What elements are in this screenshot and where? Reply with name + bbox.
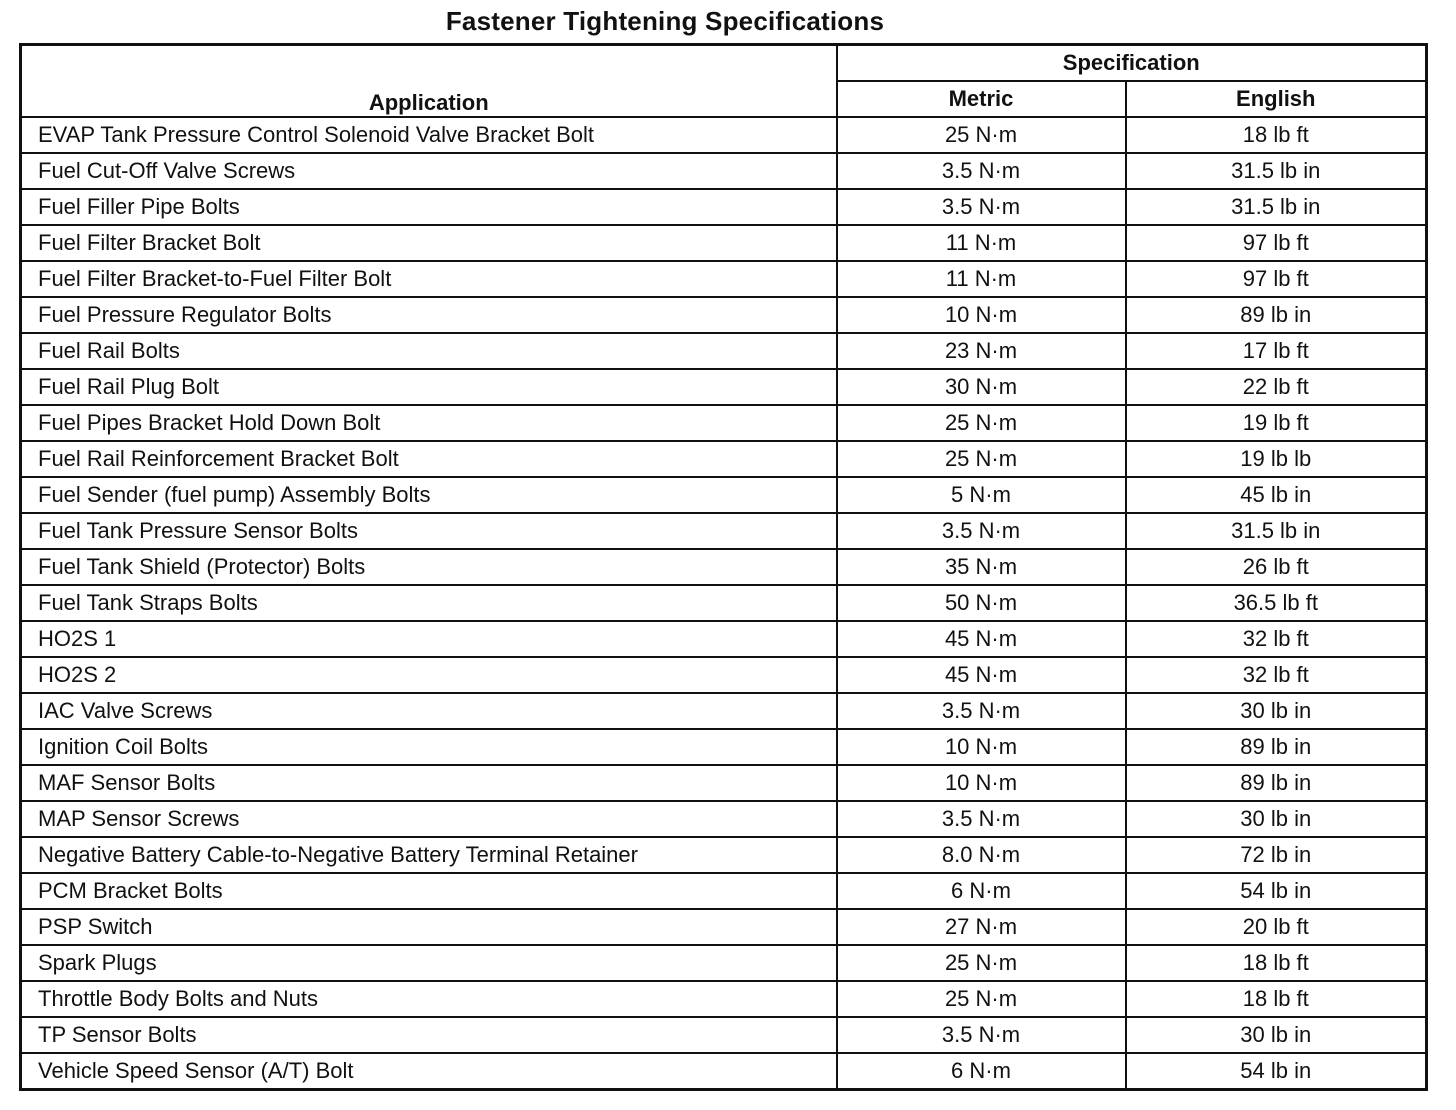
header-row-top [21, 45, 1427, 82]
document-title: Fastener Tightening Specifications [445, 6, 885, 36]
table-row [21, 657, 1427, 693]
english-cell: 97 lb ft [1126, 261, 1427, 297]
metric-cell: 10 N·m [837, 729, 1126, 765]
application-cell: Fuel Tank Shield (Protector) Bolts [21, 549, 837, 585]
metric-cell: 11 N·m [837, 225, 1126, 261]
english-cell: 30 lb in [1126, 1017, 1427, 1053]
application-cell: MAF Sensor Bolts [21, 765, 837, 801]
metric-cell: 6 N·m [837, 873, 1126, 909]
application-cell: Fuel Pressure Regulator Bolts [21, 297, 837, 333]
english-cell: 31.5 lb in [1126, 189, 1427, 225]
application-cell: Fuel Tank Pressure Sensor Bolts [21, 513, 837, 549]
header-application: Application [21, 45, 837, 118]
metric-cell: 3.5 N·m [837, 693, 1126, 729]
metric-cell: 25 N·m [837, 441, 1126, 477]
application-cell: Fuel Rail Plug Bolt [21, 369, 837, 405]
english-cell: 18 lb ft [1126, 945, 1427, 981]
application-cell: PSP Switch [21, 909, 837, 945]
metric-cell: 27 N·m [837, 909, 1126, 945]
metric-cell: 10 N·m [837, 297, 1126, 333]
application-cell: PCM Bracket Bolts [21, 873, 837, 909]
table-row [21, 729, 1427, 765]
metric-cell: 3.5 N·m [837, 513, 1126, 549]
metric-cell: 23 N·m [837, 333, 1126, 369]
english-cell: 97 lb ft [1126, 225, 1427, 261]
table-row [21, 549, 1427, 585]
metric-cell: 5 N·m [837, 477, 1126, 513]
metric-cell: 50 N·m [837, 585, 1126, 621]
application-cell: Ignition Coil Bolts [21, 729, 837, 765]
application-cell: Negative Battery Cable-to-Negative Battery Terminal Retainer [21, 837, 837, 873]
english-cell: 19 lb ft [1126, 405, 1427, 441]
english-cell: 18 lb ft [1126, 117, 1427, 153]
english-cell: 54 lb in [1126, 1053, 1427, 1090]
metric-cell: 3.5 N·m [837, 153, 1126, 189]
english-cell: 72 lb in [1126, 837, 1427, 873]
table-row [21, 297, 1427, 333]
table-row [21, 261, 1427, 297]
english-cell: 31.5 lb in [1126, 153, 1427, 189]
english-cell: 45 lb in [1126, 477, 1427, 513]
table-row [21, 1053, 1427, 1090]
table-row [21, 693, 1427, 729]
english-cell: 26 lb ft [1126, 549, 1427, 585]
metric-cell: 3.5 N·m [837, 1017, 1126, 1053]
table-row [21, 513, 1427, 549]
table-row [21, 333, 1427, 369]
english-cell: 30 lb in [1126, 801, 1427, 837]
table-row [21, 981, 1427, 1017]
metric-cell: 25 N·m [837, 405, 1126, 441]
table-row [21, 801, 1427, 837]
application-cell: Fuel Filter Bracket Bolt [21, 225, 837, 261]
fastener-spec-table [19, 43, 1428, 1091]
application-cell: Fuel Rail Bolts [21, 333, 837, 369]
english-cell: 36.5 lb ft [1126, 585, 1427, 621]
table-row [21, 405, 1427, 441]
header-specification: Specification [837, 45, 1427, 82]
metric-cell: 45 N·m [837, 657, 1126, 693]
table-row [21, 621, 1427, 657]
metric-cell: 25 N·m [837, 981, 1126, 1017]
metric-cell: 45 N·m [837, 621, 1126, 657]
metric-cell: 11 N·m [837, 261, 1126, 297]
metric-cell: 25 N·m [837, 945, 1126, 981]
table-row [21, 369, 1427, 405]
table-row [21, 873, 1427, 909]
application-cell: Fuel Filler Pipe Bolts [21, 189, 837, 225]
application-cell: Vehicle Speed Sensor (A/T) Bolt [21, 1053, 837, 1090]
table-row [21, 117, 1427, 153]
application-cell: Fuel Tank Straps Bolts [21, 585, 837, 621]
english-cell: 20 lb ft [1126, 909, 1427, 945]
header-metric: Metric [837, 81, 1126, 117]
application-cell: Fuel Filter Bracket-to-Fuel Filter Bolt [21, 261, 837, 297]
table-row [21, 477, 1427, 513]
metric-cell: 3.5 N·m [837, 189, 1126, 225]
english-cell: 19 lb lb [1126, 441, 1427, 477]
metric-cell: 30 N·m [837, 369, 1126, 405]
metric-cell: 8.0 N·m [837, 837, 1126, 873]
english-cell: 18 lb ft [1126, 981, 1427, 1017]
table-row [21, 837, 1427, 873]
english-cell: 89 lb in [1126, 297, 1427, 333]
application-cell: IAC Valve Screws [21, 693, 837, 729]
application-cell: Throttle Body Bolts and Nuts [21, 981, 837, 1017]
table-row [21, 153, 1427, 189]
metric-cell: 3.5 N·m [837, 801, 1126, 837]
english-cell: 30 lb in [1126, 693, 1427, 729]
english-cell: 22 lb ft [1126, 369, 1427, 405]
application-cell: Fuel Pipes Bracket Hold Down Bolt [21, 405, 837, 441]
english-cell: 31.5 lb in [1126, 513, 1427, 549]
application-cell: Fuel Rail Reinforcement Bracket Bolt [21, 441, 837, 477]
application-cell: TP Sensor Bolts [21, 1017, 837, 1053]
application-cell: HO2S 2 [21, 657, 837, 693]
table-row [21, 765, 1427, 801]
english-cell: 17 lb ft [1126, 333, 1427, 369]
metric-cell: 10 N·m [837, 765, 1126, 801]
table-row [21, 1017, 1427, 1053]
table-row [21, 225, 1427, 261]
table-row [21, 189, 1427, 225]
english-cell: 32 lb ft [1126, 621, 1427, 657]
application-cell: Fuel Sender (fuel pump) Assembly Bolts [21, 477, 837, 513]
english-cell: 54 lb in [1126, 873, 1427, 909]
metric-cell: 25 N·m [837, 117, 1126, 153]
metric-cell: 35 N·m [837, 549, 1126, 585]
header-english: English [1126, 81, 1427, 117]
table-row [21, 945, 1427, 981]
table-row [21, 909, 1427, 945]
table-row [21, 585, 1427, 621]
table-body [21, 117, 1427, 1090]
application-cell: EVAP Tank Pressure Control Solenoid Valve Bracket Bolt [21, 117, 837, 153]
english-cell: 89 lb in [1126, 765, 1427, 801]
english-cell: 89 lb in [1126, 729, 1427, 765]
application-cell: MAP Sensor Screws [21, 801, 837, 837]
application-cell: Spark Plugs [21, 945, 837, 981]
table-row [21, 441, 1427, 477]
application-cell: HO2S 1 [21, 621, 837, 657]
metric-cell: 6 N·m [837, 1053, 1126, 1090]
application-cell: Fuel Cut-Off Valve Screws [21, 153, 837, 189]
english-cell: 32 lb ft [1126, 657, 1427, 693]
